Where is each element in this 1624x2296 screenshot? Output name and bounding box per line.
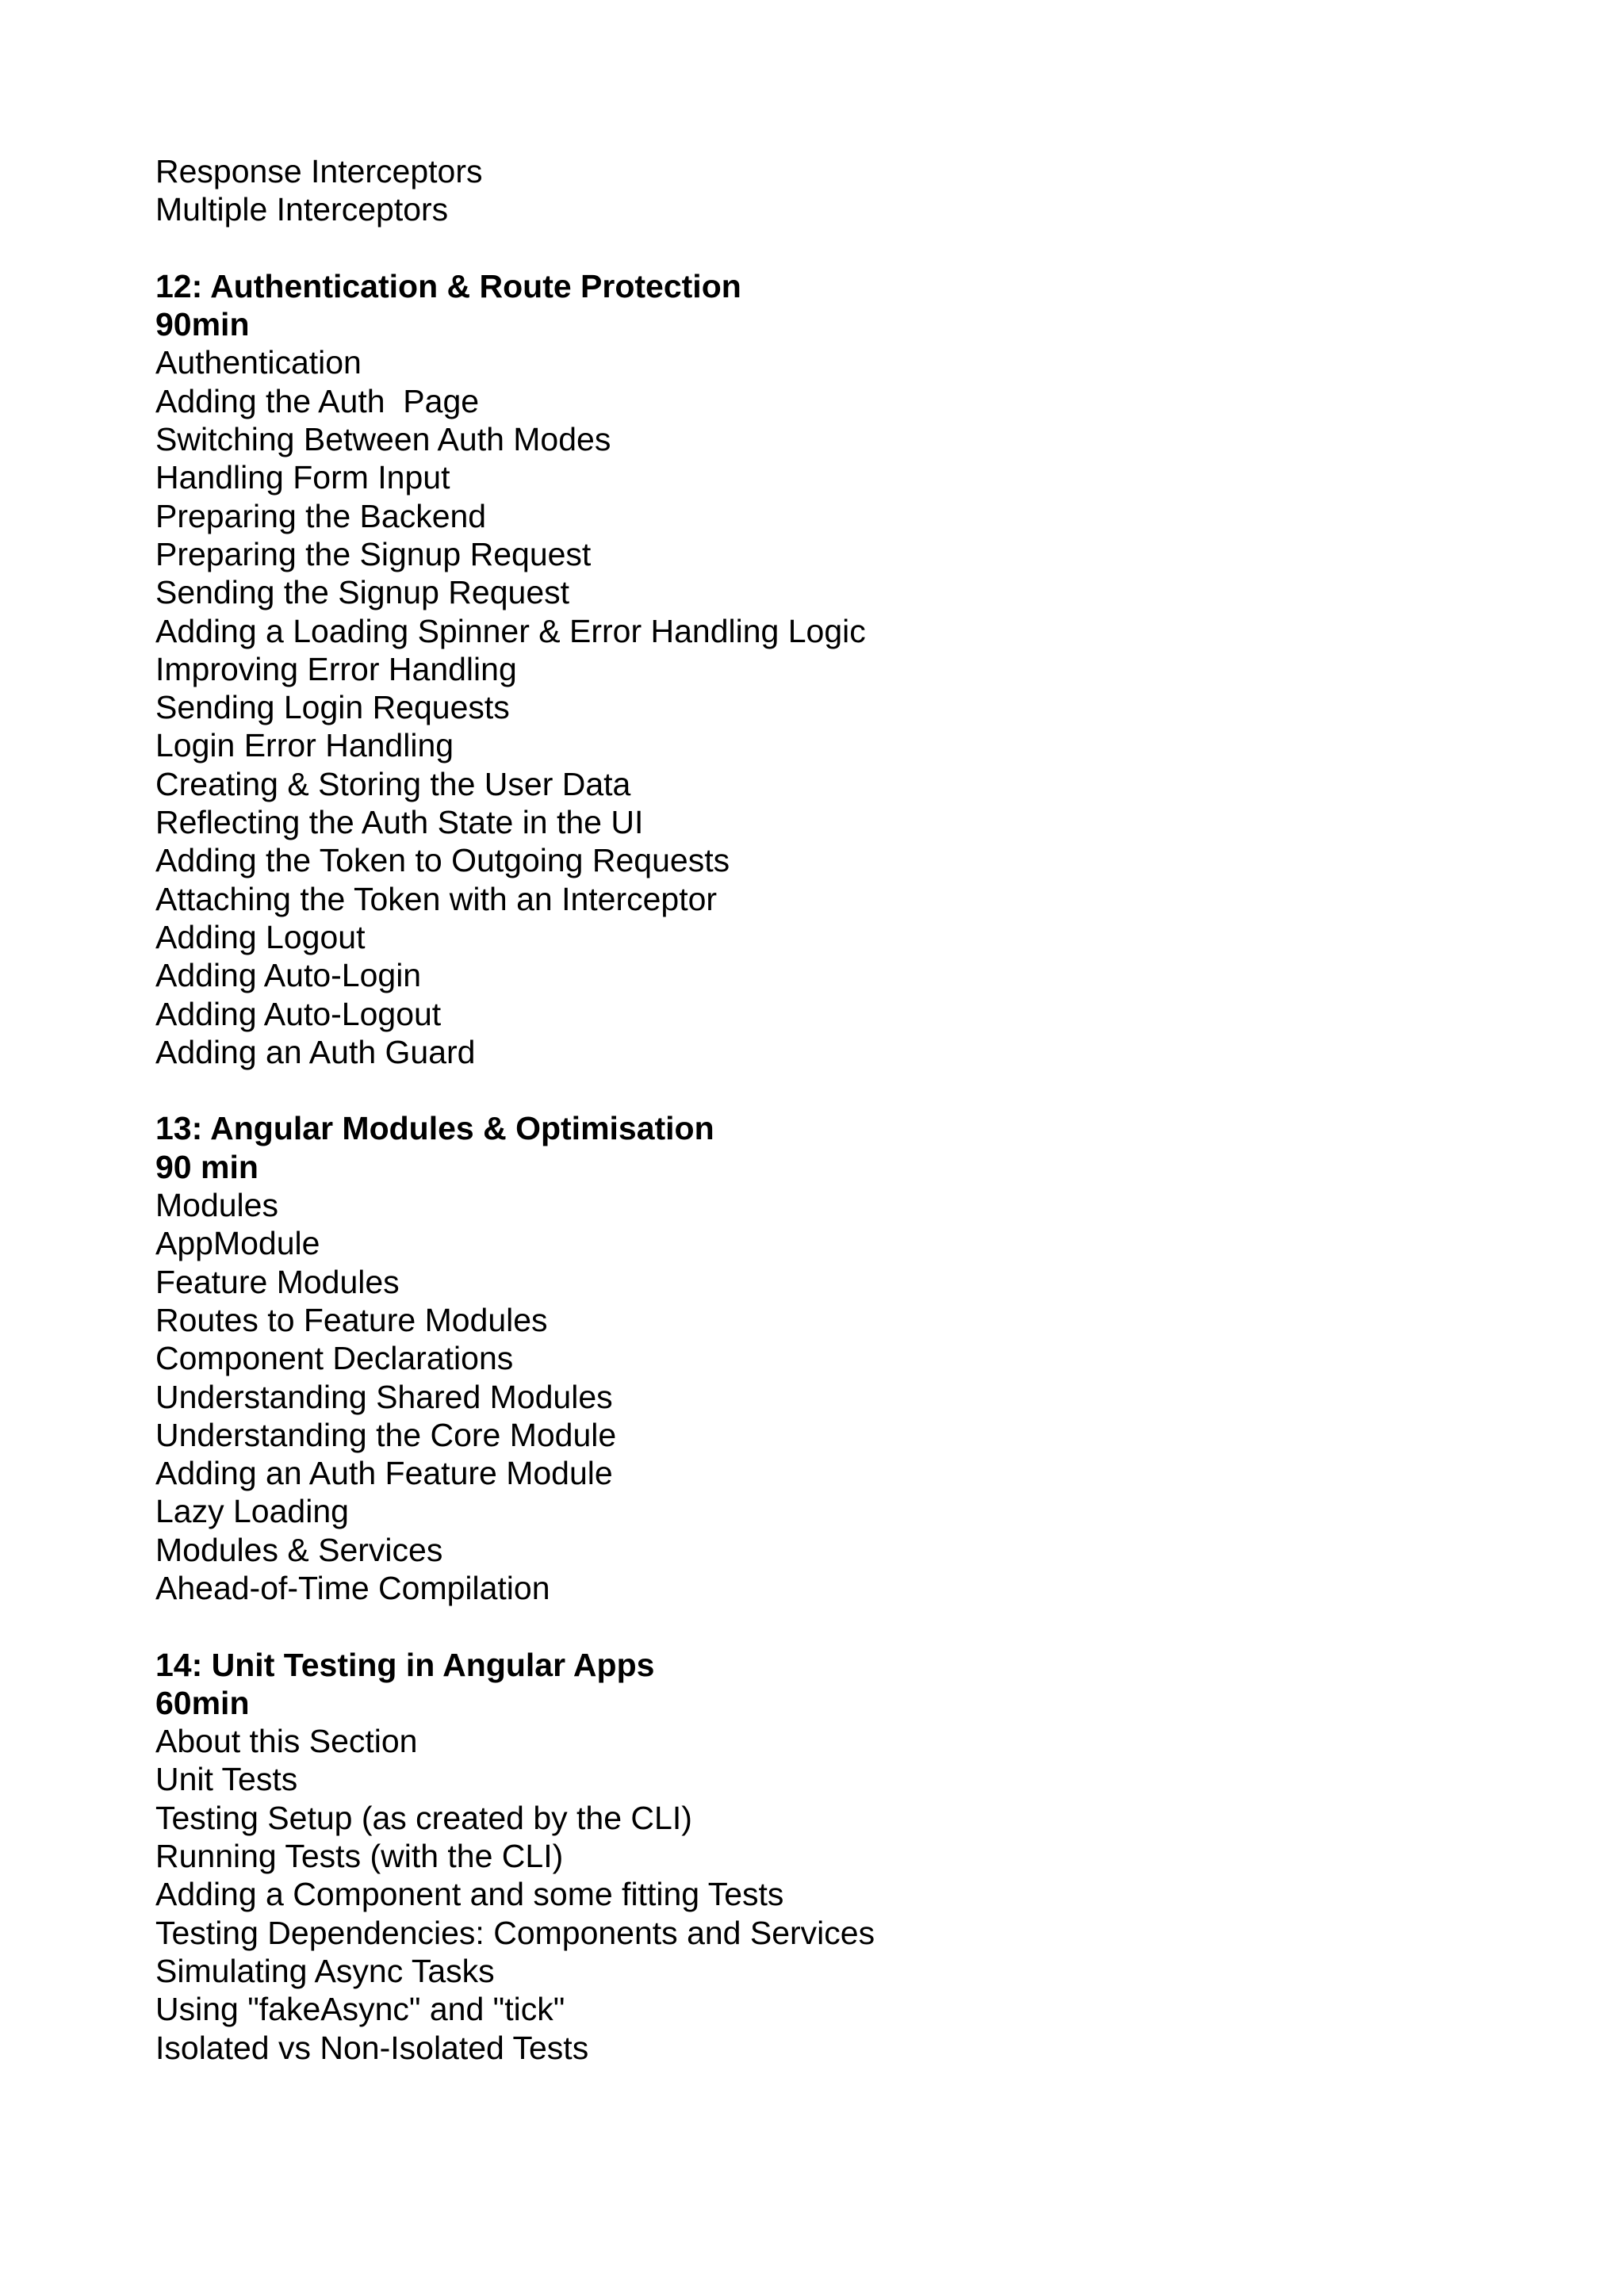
lesson-item: Routes to Feature Modules (155, 1301, 548, 1338)
lesson-item: Improving Error Handling (155, 650, 517, 687)
lesson-item: Adding a Loading Spinner & Error Handling Logic (155, 612, 866, 649)
lesson-item: Reflecting the Auth State in the UI (155, 804, 644, 841)
document-page (155, 152, 1543, 2067)
course-section (155, 1646, 1543, 2067)
lesson-item: Adding the Auth Page (155, 382, 480, 419)
section-spacer (155, 1607, 1543, 1645)
sections-container (155, 229, 1543, 2067)
lesson-item: Authentication (155, 344, 362, 381)
lesson-item: Understanding the Core Module (155, 1416, 617, 1453)
lesson-item: Login Error Handling (155, 727, 454, 764)
section-duration: 90 min (155, 1148, 259, 1185)
lesson-item: Component Declarations (155, 1340, 514, 1377)
course-section (155, 267, 1543, 1071)
lesson-item: Sending the Signup Request (155, 574, 570, 611)
lesson-item: Lazy Loading (155, 1493, 349, 1530)
intro-list (155, 152, 1543, 229)
lesson-item: Simulating Async Tasks (155, 1952, 495, 1989)
lesson-item: Preparing the Signup Request (155, 535, 592, 572)
section-heading: 12: Authentication & Route Protection (155, 267, 741, 304)
lesson-item: Using "fakeAsync" and "tick" (155, 1991, 565, 2028)
lesson-item: Switching Between Auth Modes (155, 421, 611, 458)
lesson-item: Adding Logout (155, 918, 366, 955)
lesson-item: Adding an Auth Feature Module (155, 1455, 613, 1492)
course-section (155, 1109, 1543, 1607)
lesson-item: AppModule (155, 1225, 320, 1262)
lesson-item: Modules & Services (155, 1531, 443, 1568)
lesson-item: Adding Auto-Login (155, 957, 422, 994)
lesson-item: Attaching the Token with an Interceptor (155, 880, 718, 917)
lesson-item: Testing Setup (as created by the CLI) (155, 1799, 692, 1836)
intro-item: Response Interceptors (155, 153, 483, 189)
lesson-item: Testing Dependencies: Components and Services (155, 1914, 875, 1951)
section-heading: 14: Unit Testing in Angular Apps (155, 1646, 655, 1683)
lesson-item: Preparing the Backend (155, 497, 487, 534)
intro-item: Multiple Interceptors (155, 191, 449, 228)
lesson-item: Adding the Token to Outgoing Requests (155, 842, 730, 879)
section-spacer (155, 229, 1543, 267)
section-spacer (155, 1071, 1543, 1109)
lesson-item: Adding Auto-Logout (155, 995, 442, 1032)
lesson-item: Unit Tests (155, 1761, 298, 1798)
lesson-item: Isolated vs Non-Isolated Tests (155, 2029, 589, 2066)
lesson-item: About this Section (155, 1723, 418, 1760)
lesson-item: Understanding Shared Modules (155, 1378, 613, 1415)
section-heading: 13: Angular Modules & Optimisation (155, 1110, 714, 1147)
lesson-item: Ahead-of-Time Compilation (155, 1569, 550, 1606)
lesson-item: Adding a Component and some fitting Tests (155, 1876, 784, 1913)
lesson-item: Feature Modules (155, 1263, 400, 1300)
lesson-item: Adding an Auth Guard (155, 1033, 476, 1070)
section-duration: 90min (155, 306, 250, 343)
section-duration: 60min (155, 1684, 250, 1721)
lesson-item: Modules (155, 1187, 278, 1224)
lesson-item: Creating & Storing the User Data (155, 765, 631, 802)
lesson-item: Running Tests (with the CLI) (155, 1838, 564, 1875)
lesson-item: Sending Login Requests (155, 689, 510, 726)
lesson-item: Handling Form Input (155, 459, 450, 496)
